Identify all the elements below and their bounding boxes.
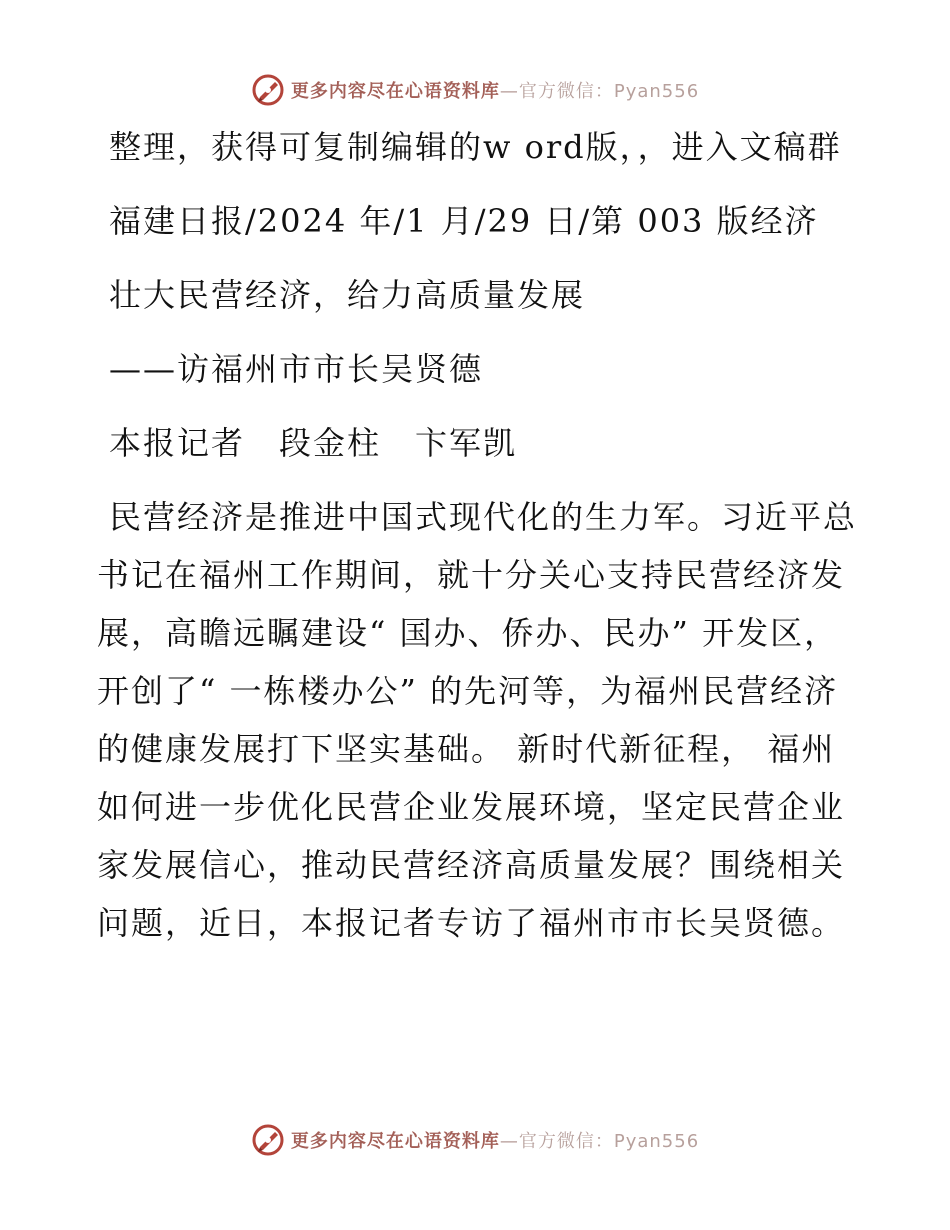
byline: 本报记者 段金柱 卞军凯 [109,424,518,462]
body-paragraph: 民营经济是推进中国式现代化的生力军。习近平总书记在福州工作期间，就十分关心支持民营经济发展，高瞻远瞩建设“ 国办、侨办、民办” 开发区，开创了“ 一栋楼办公” 的先河等，为福州民营经济的健康发展打下坚实基础。 新时代新征程， 福州如何进一步优化民营企业发展环境，坚定民营企业家发展信心，推动民营经济高质量发展？围绕相关问题，近日，本报记者专访了福州市市长吴贤德。 [97,498,858,942]
article-subtitle: ——访福州市市长吴贤德 [109,350,484,388]
header-contact-text: 官方微信：Pyan556 [518,81,700,102]
pen-circle-logo-icon [251,73,285,107]
header-banner-inner [251,73,699,107]
footer-banner [0,1120,950,1160]
article-title: 壮大民营经济，给力高质量发展 [109,276,586,314]
intro-note: 整理，获得可复制编辑的w ord版，，进入文稿群 [109,128,842,166]
footer-brand-text: 更多内容尽在心语资料库 [290,1131,500,1152]
header-brand-text: 更多内容尽在心语资料库 [290,81,500,102]
footer-banner-inner [251,1123,699,1157]
footer-separator: — [499,1131,519,1152]
footer-contact-text: 官方微信：Pyan556 [518,1131,700,1152]
header-banner-text [291,77,699,103]
source-line: 福建日报/2024 年/1 月/29 日/第 003 版经济 [109,202,819,240]
pen-circle-logo-icon [251,1123,285,1157]
footer-banner-text [291,1127,699,1153]
header-separator: — [499,81,519,102]
header-banner [0,70,950,110]
document-body [97,118,857,968]
